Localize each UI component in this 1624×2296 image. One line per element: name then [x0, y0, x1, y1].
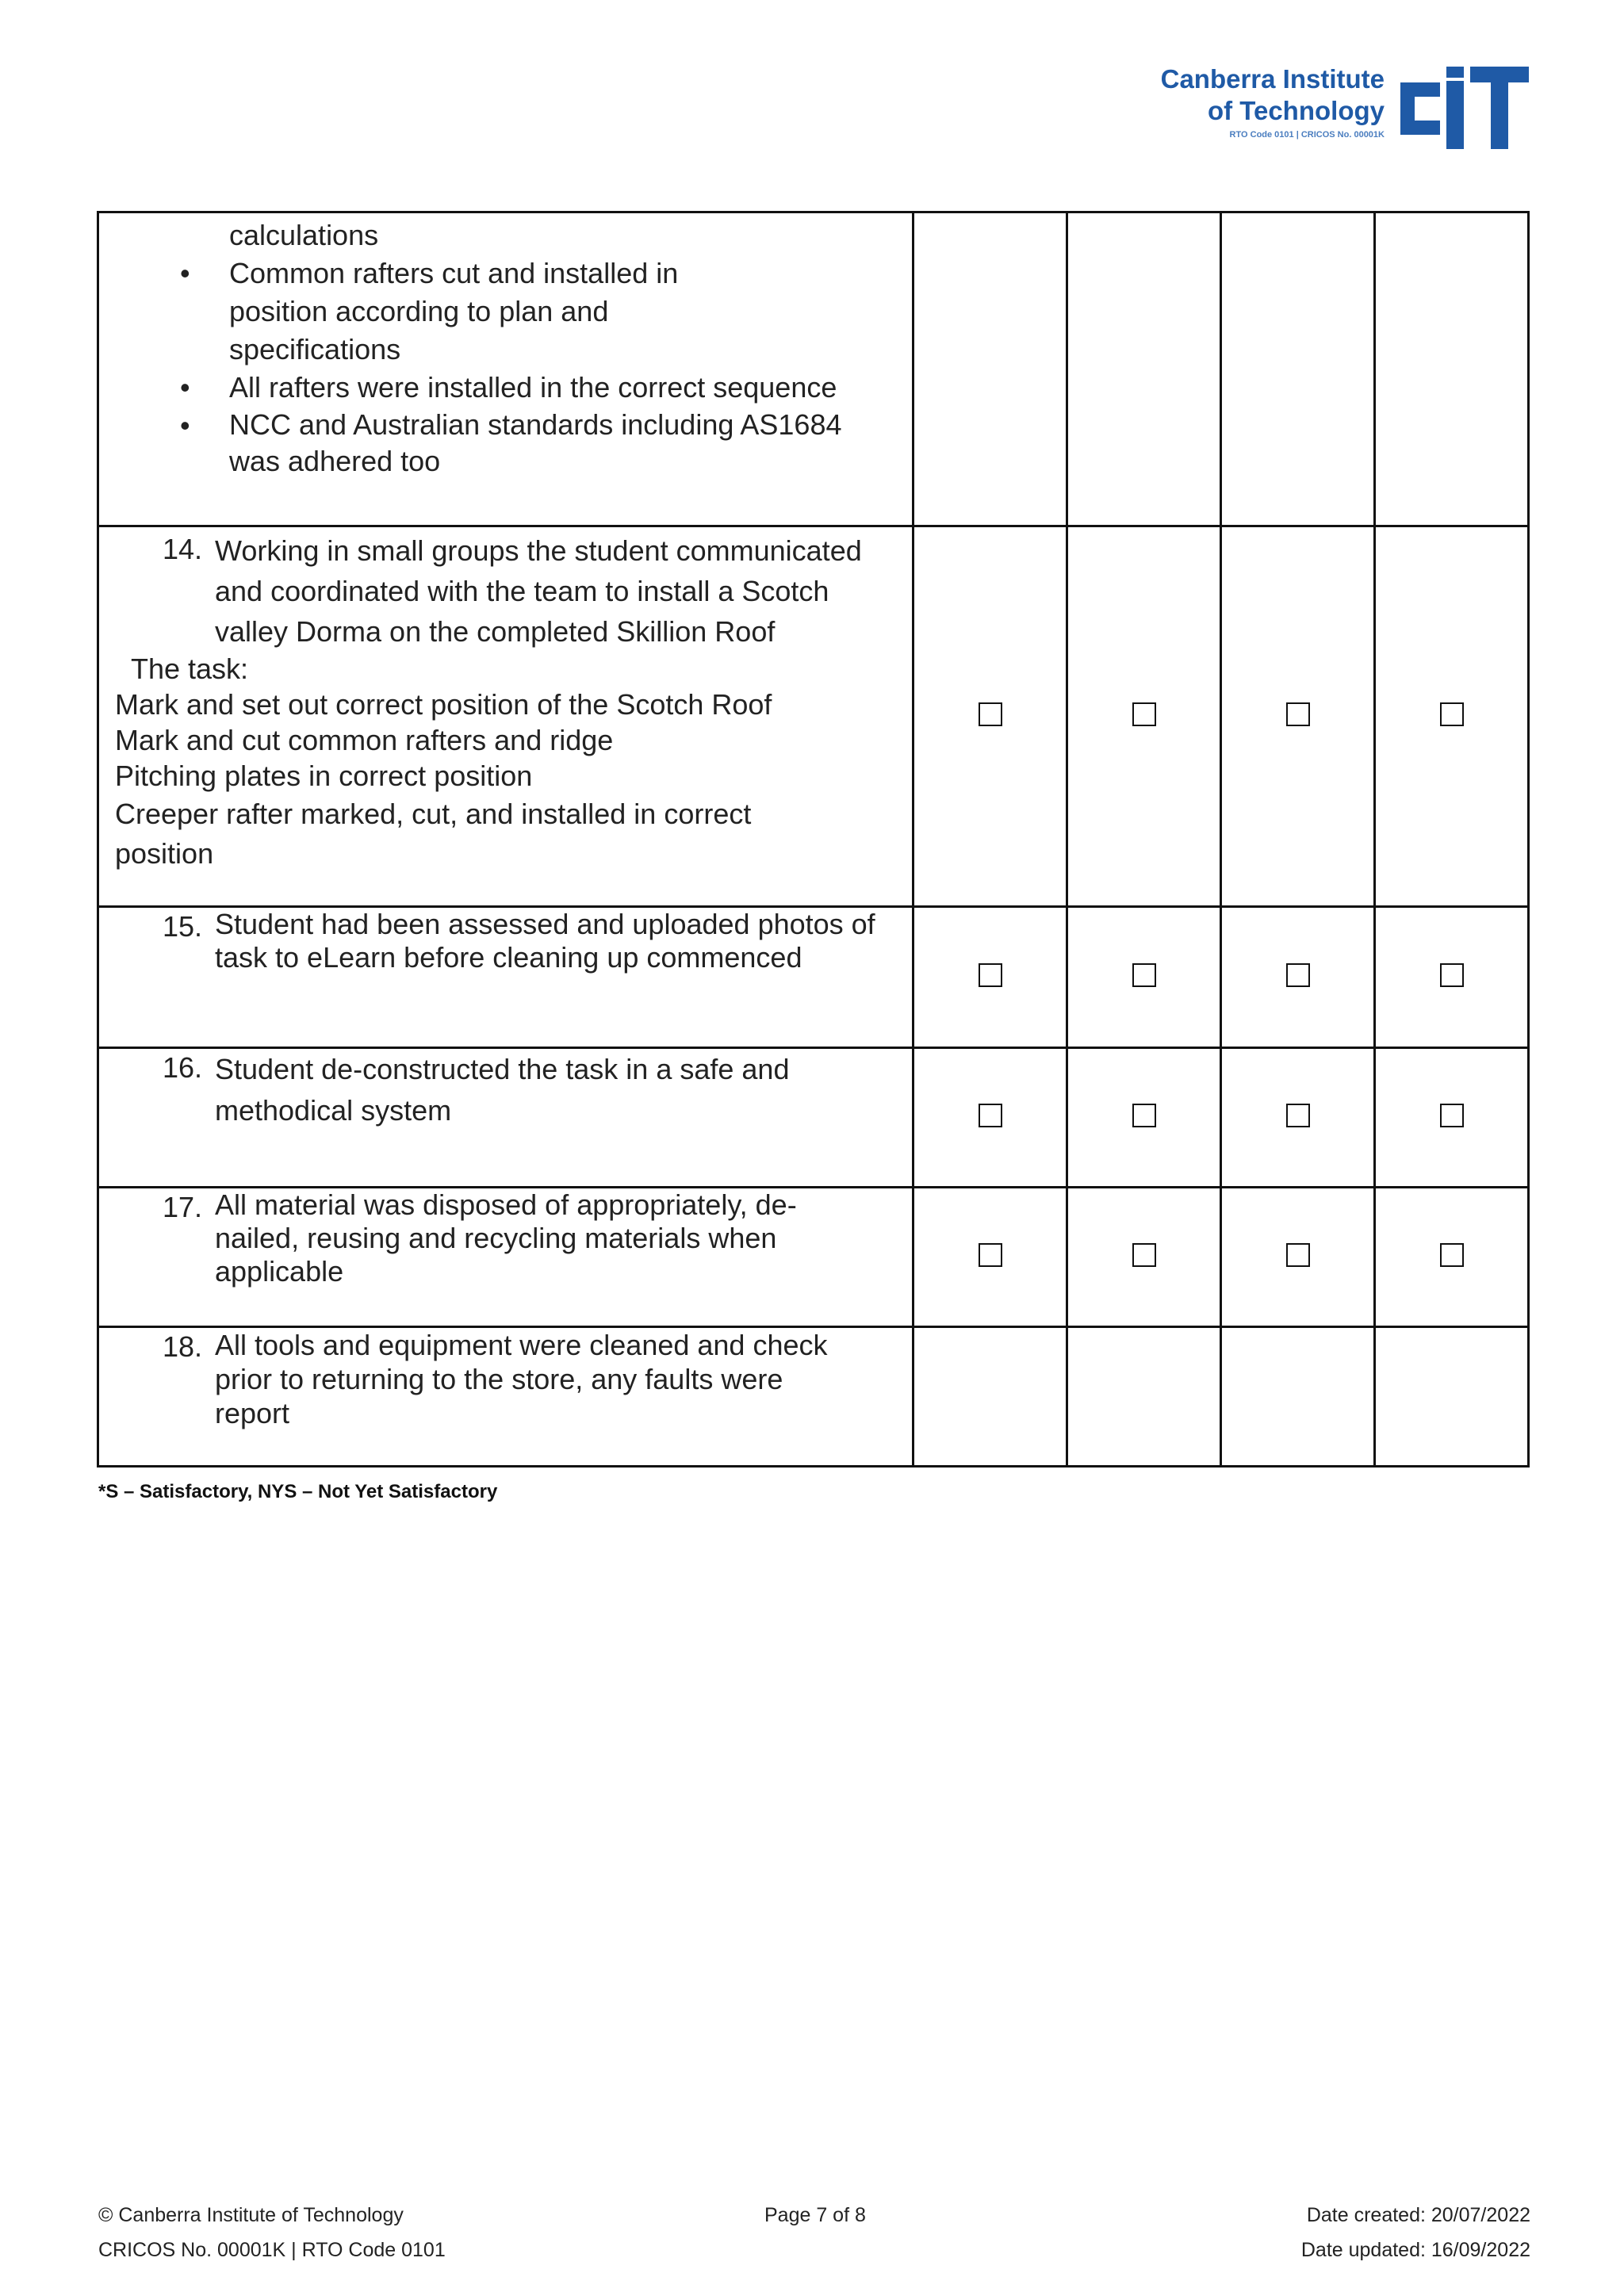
- result-cell: [914, 907, 1067, 1048]
- table-row: [98, 1327, 1529, 1467]
- checkbox[interactable]: [1440, 1243, 1464, 1267]
- criteria-cell: [98, 907, 914, 1048]
- result-cell: [1375, 1327, 1529, 1467]
- table-row: [98, 1188, 1529, 1327]
- task-line: Creeper rafter marked, cut, and installed in correct position: [115, 798, 752, 870]
- rating-legend-note: *S – Satisfactory, NYS – Not Yet Satisfactory: [98, 1481, 498, 1502]
- checkbox[interactable]: [1132, 702, 1156, 726]
- bullet-item: • All rafters were installed in the correct sequence: [180, 371, 837, 404]
- result-cell: [1221, 212, 1375, 526]
- criteria-cell: [98, 1188, 914, 1327]
- date-updated: Date updated: 16/09/2022: [1300, 2239, 1530, 2261]
- result-cell: [1067, 1188, 1221, 1327]
- cricos-text: CRICOS No. 00001K | RTO Code 0101: [98, 2239, 446, 2261]
- logo-line1: Canberra Institute: [1160, 64, 1385, 94]
- task-heading: The task:: [131, 652, 249, 685]
- result-cell: [914, 212, 1067, 526]
- numbered-item: 15. Student had been assessed and uploaded photos of task to eLearn before cleaning up commenced: [163, 908, 875, 974]
- result-cell: [1375, 212, 1529, 526]
- criteria-cell: [98, 526, 914, 907]
- table-row: [98, 907, 1529, 1048]
- checkbox[interactable]: [1286, 1243, 1310, 1267]
- result-cell: [1375, 907, 1529, 1048]
- result-cell: [1067, 212, 1221, 526]
- checkbox[interactable]: [1286, 702, 1310, 726]
- task-line: Mark and cut common rafters and ridge: [115, 724, 614, 756]
- result-cell: [914, 526, 1067, 907]
- checkbox[interactable]: [1440, 963, 1464, 987]
- result-cell: [1221, 1048, 1375, 1188]
- numbered-item: 14. Working in small groups the student communicated and coordinated with the team to install a Scotch valley Dorma on the completed Skillion Roof: [163, 533, 862, 648]
- result-cell: [1221, 526, 1375, 907]
- result-cell: [1221, 1188, 1375, 1327]
- checkbox[interactable]: [1132, 963, 1156, 987]
- checkbox[interactable]: [1286, 963, 1310, 987]
- checkbox[interactable]: [1440, 702, 1464, 726]
- checkbox[interactable]: [979, 1104, 1002, 1127]
- criteria-cell: [98, 1327, 914, 1467]
- result-cell: [1067, 526, 1221, 907]
- criteria-cell: [98, 1048, 914, 1188]
- cit-logo: [1148, 63, 1529, 151]
- numbered-item: 18. All tools and equipment were cleaned and check prior to returning to the store, any faults were report: [163, 1329, 828, 1429]
- result-cell: [1067, 1327, 1221, 1467]
- cit-mark-icon: [1392, 67, 1529, 149]
- assessment-checklist-table: [97, 211, 1530, 1468]
- result-cell: [1221, 907, 1375, 1048]
- logo-text: [1161, 63, 1385, 140]
- checkbox[interactable]: [1132, 1104, 1156, 1127]
- copyright-text: © Canberra Institute of Technology: [98, 2204, 404, 2226]
- bullet-item: • Common rafters cut and installed in position according to plan and specifications: [180, 257, 679, 365]
- numbered-item: 17. All material was disposed of appropriately, de-nailed, reusing and recycling materials when applicable: [163, 1188, 797, 1288]
- checkbox[interactable]: [979, 702, 1002, 726]
- result-cell: [1375, 1188, 1529, 1327]
- page-number: Page 7 of 8: [764, 2204, 866, 2226]
- result-cell: [914, 1327, 1067, 1467]
- result-cell: [1067, 1048, 1221, 1188]
- result-cell: [914, 1048, 1067, 1188]
- checkbox[interactable]: [979, 1243, 1002, 1267]
- table-row: [98, 212, 1529, 526]
- table-row: [98, 526, 1529, 907]
- date-created: Date created: 20/07/2022: [1306, 2204, 1530, 2226]
- footer-right: [1301, 2198, 1530, 2267]
- logo-subtitle: RTO Code 0101 | CRICOS No. 00001K: [1229, 130, 1385, 140]
- result-cell: [914, 1188, 1067, 1327]
- logo-line2: of Technology: [1207, 96, 1385, 125]
- result-cell: [1375, 526, 1529, 907]
- task-line: Pitching plates in correct position: [115, 760, 533, 792]
- footer-left: [98, 2198, 446, 2267]
- checkbox[interactable]: [979, 963, 1002, 987]
- task-line: Mark and set out correct position of the Scotch Roof: [115, 688, 772, 721]
- result-cell: [1375, 1048, 1529, 1188]
- checkbox[interactable]: [1440, 1104, 1464, 1127]
- result-cell: [1221, 1327, 1375, 1467]
- result-cell: [1067, 907, 1221, 1048]
- table-row: [98, 1048, 1529, 1188]
- checkbox[interactable]: [1132, 1243, 1156, 1267]
- bullet-item: • NCC and Australian standards including AS1684 was adhered too: [180, 408, 842, 477]
- continuation-text: calculations: [229, 219, 379, 251]
- criteria-cell: [98, 212, 914, 526]
- checkbox[interactable]: [1286, 1104, 1310, 1127]
- numbered-item: 16. Student de-constructed the task in a safe and methodical system: [163, 1051, 790, 1127]
